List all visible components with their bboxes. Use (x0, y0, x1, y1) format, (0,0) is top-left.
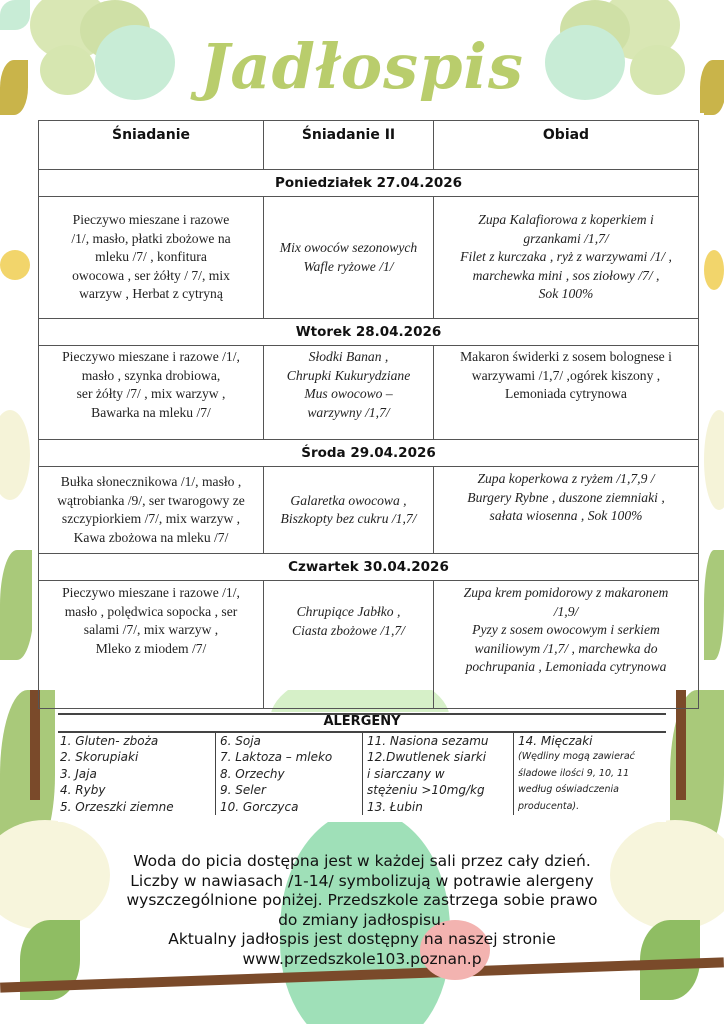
text-line: masło , szynka drobiowa, (81, 367, 221, 383)
second-breakfast-cell (264, 467, 434, 554)
allergen-item: stężeniu >10mg/kg (367, 783, 485, 798)
lunch-cell (434, 467, 699, 554)
text-line: szczypiorkiem /7/, mix warzyw , (61, 511, 241, 526)
info-line: Woda do picia dostępna jest w każdej sali przez cały dzień. (133, 852, 591, 870)
allergen-column-2 (215, 733, 360, 815)
text-line: Chrupiące Jabłko , (296, 604, 401, 619)
info-line: wyszczególnione poniżej. Przedszkole zastrzega sobie prawo (126, 891, 598, 909)
text-line: waniliowym /1,7/ , marchewka do (474, 640, 658, 656)
table-row (39, 346, 699, 440)
allergen-column-3 (362, 733, 512, 815)
column-header-breakfast: Śniadanie (39, 121, 264, 170)
text-line: Mix owoców sezonowych (279, 240, 418, 255)
allergen-item: 8. Orzechy (220, 766, 285, 781)
text-line: Lemoniada cytrynowa (505, 386, 627, 401)
text-line: warzyw , Herbat z cytryną (79, 286, 223, 302)
allergen-item: 14. Mięczaki (518, 734, 593, 748)
text-line: mleku /7/ , konfitura (95, 249, 207, 265)
floral-decoration-right (704, 230, 724, 690)
text-line: Bułka słonecznikowa /1/, masło , (60, 474, 242, 489)
info-line: Liczby w nawiasach /1-14/ symbolizują w potrawie alergeny (130, 871, 594, 890)
floral-decoration-left (0, 230, 34, 690)
allergen-item: 12.Dwutlenek siarki (367, 750, 487, 765)
allergen-item: 11. Nasiona sezamu (367, 734, 489, 748)
allergen-item: 7. Laktoza – mleko (220, 750, 333, 765)
text-line: salami /7/, mix warzyw , (83, 622, 219, 637)
allergen-item: 2. Skorupiaki (60, 750, 139, 765)
text-line: Wafle ryżowe /1/ (303, 258, 394, 274)
allergen-item: 9. Seler (220, 783, 266, 798)
text-line: Zupa krem pomidorowy z makaronem (463, 585, 669, 600)
lunch-cell (434, 346, 699, 440)
text-line: Pieczywo mieszane i razowe /1/, (62, 585, 240, 600)
text-line: masło , polędwica sopocka , ser (64, 603, 238, 619)
allergen-item: 13. Łubin (367, 799, 423, 814)
text-line: ser żółty /7/ , mix warzyw , (76, 386, 226, 401)
text-line: Makaron świderki z sosem bolognese i (460, 349, 672, 364)
breakfast-cell (39, 467, 264, 554)
breakfast-cell (39, 581, 264, 709)
allergen-column-4 (513, 733, 664, 815)
menu-table (38, 120, 699, 709)
breakfast-cell (39, 197, 264, 319)
day-heading: Czwartek 30.04.2026 (39, 554, 699, 581)
text-line: sałata wiosenna , Sok 100% (489, 508, 643, 523)
text-line: Ciasta zbożowe /1,7/ (292, 622, 405, 638)
text-line: Zupa koperkowa z ryżem /1,7,9 / (477, 471, 655, 486)
text-line: Mleko z miodem /7/ (95, 640, 207, 656)
column-header-second-breakfast: Śniadanie II (264, 121, 434, 170)
allergen-item: 6. Soja (220, 734, 261, 748)
allergen-note-line: producenta). (518, 800, 580, 812)
allergen-item: 3. Jaja (60, 766, 97, 781)
text-line: Chrupki Kukurydziane (286, 367, 411, 383)
text-line: Bawarka na mleku /7/ (91, 404, 211, 420)
text-line: Słodki Banan , (308, 349, 389, 364)
text-line: Mus owocowo – (304, 386, 393, 401)
second-breakfast-cell (264, 346, 434, 440)
text-line: warzywny /1,7/ (307, 404, 390, 420)
text-line: pochrupania , Lemoniada cytrynowa (465, 659, 667, 674)
website-link[interactable]: www.przedszkole103.poznan.p (242, 949, 482, 968)
allergen-item: 10. Gorczyca (220, 799, 299, 814)
text-line: /1/, masło, płatki zbożowe na (71, 230, 231, 246)
text-line: Burgery Rybne , duszone ziemniaki , (467, 489, 665, 505)
second-breakfast-cell (264, 197, 434, 319)
info-line: do zmiany jadłospisu. (278, 910, 446, 929)
text-line: Kawa zbożowa na mleku /7/ (73, 529, 229, 545)
page-title: Jadłospis (200, 30, 524, 103)
lunch-cell (434, 197, 699, 319)
info-text (60, 852, 664, 969)
text-line: grzankami /1,7/ (523, 230, 609, 246)
info-line: Aktualny jadłospis jest dostępny na naszej stronie (168, 930, 556, 948)
text-line: marchewka mini , sos ziołowy /7/ , (472, 267, 660, 283)
allergen-item: 5. Orzeszki ziemne (60, 799, 174, 814)
table-row (39, 197, 699, 319)
table-row (39, 581, 699, 709)
text-line: wątrobianka /9/, ser twarogowy ze (57, 492, 245, 508)
table-row (39, 467, 699, 554)
allergen-item: 4. Ryby (60, 783, 106, 798)
text-line: /1,9/ (553, 603, 579, 619)
allergen-note-line: śladowe ilości 9, 10, 11 (518, 767, 630, 779)
breakfast-cell (39, 346, 264, 440)
column-header-lunch: Obiad (434, 121, 699, 170)
text-line: Zupa Kalafiorowa z koperkiem i (478, 212, 654, 228)
text-line: Pieczywo mieszane i razowe /1/, (62, 349, 240, 364)
text-line: Sok 100% (538, 286, 594, 302)
text-line: Pyzy z sosem owocowym i serkiem (472, 622, 660, 637)
allergen-note-line: (Wędliny mogą zawierać (518, 751, 635, 763)
second-breakfast-cell (264, 581, 434, 709)
allergen-item: i siarczany w (367, 766, 445, 781)
lunch-cell (434, 581, 699, 709)
day-heading: Środa 29.04.2026 (39, 440, 699, 467)
allergen-item: 1. Gluten- zboża (60, 734, 159, 748)
text-line: Galaretka owocowa , (290, 492, 407, 508)
day-heading: Wtorek 28.04.2026 (39, 319, 699, 346)
allergens-title: ALERGENY (323, 714, 401, 729)
day-heading: Poniedziałek 27.04.2026 (39, 170, 699, 197)
text-line: warzywami /1,7/ ,ogórek kiszony , (471, 367, 661, 383)
allergen-column-1 (60, 733, 214, 815)
text-line: Biszkopty bez cukru /1,7/ (280, 511, 417, 526)
text-line: Pieczywo mieszane i razowe (72, 212, 230, 228)
allergen-note-line: według oświadczenia (518, 784, 620, 796)
text-line: owocowa , ser żółty / 7/, mix (72, 267, 230, 283)
text-line: Filet z kurczaka , ryż z warzywami /1/ , (460, 249, 672, 265)
